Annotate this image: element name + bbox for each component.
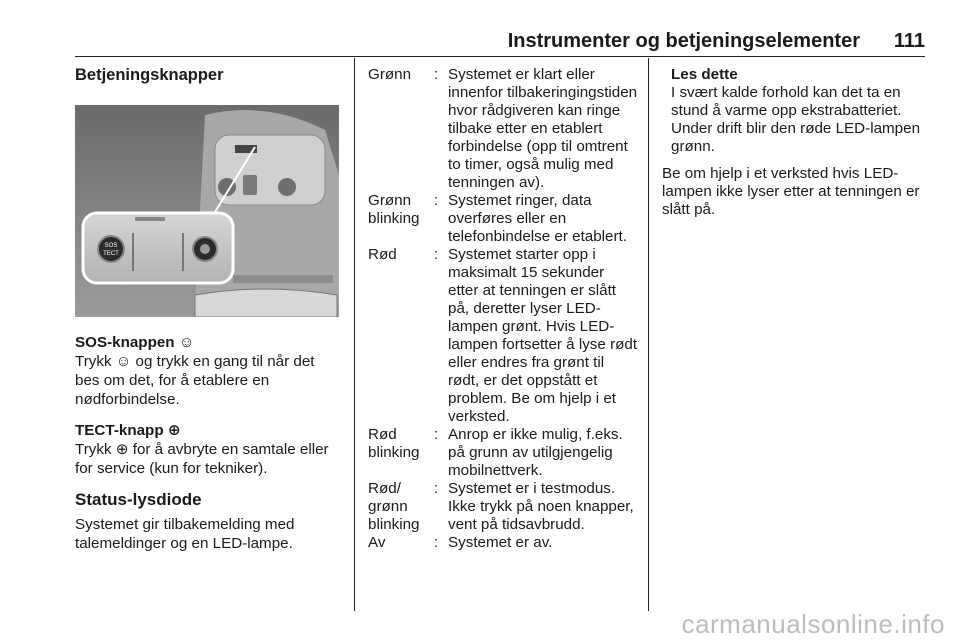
status-row: Rød : Systemet starter opp i maksimalt 15 sekunder etter at tenningen er slått på, deretter lyser LED-lampen grønt. Hvis LED-lampen fortsetter å lyse rødt eller endres fra grønt til rødt, er det oppstått et problem. Be om hjelp i et verksted.	[368, 246, 638, 425]
status-desc: Systemet er i testmodus. Ikke trykk på noen knapper, vent på tidsavbrudd.	[448, 480, 634, 533]
status-row: Av : Systemet er av.	[368, 534, 638, 552]
tect-title: TECT-knapp	[75, 422, 164, 439]
column-divider-2	[648, 58, 649, 611]
column-right	[662, 66, 925, 219]
status-row: Rød blinking : Anrop er ikke mulig, f.eks. på grunn av utilgjengelig mobilnettverk.	[368, 426, 638, 480]
sos-block: SOS-knappen ☺ Trykk ☺ og trykk en gang til når det bes om det, for å etablere en nødforbindelse.	[75, 334, 315, 408]
watermark: carmanualsonline.info	[681, 609, 945, 639]
status-desc: Systemet starter opp i maksimalt 15 sekunder etter at tenningen er slått på, deretter lyser LED-lampen grønt. Hvis LED-lampen fortsetter å lyse rødt eller endres fra grønt til rødt, er det oppstått et problem. Be om hjelp i et verksted.	[448, 246, 638, 425]
status-term: Rød/ grønn blinking	[368, 480, 420, 533]
status-block	[75, 490, 341, 553]
sos-icon: ☺	[178, 334, 195, 351]
status-desc: Systemet er klart eller innenfor tilbakeringingstiden hvor rådgiveren kan ringe tilbake etter en etablert forbindelse (opp til omtrent to timer, også mulig med tenningen av).	[448, 66, 638, 191]
status-text: Systemet gir tilbakemelding med talemeldinger og en LED-lampe.	[75, 516, 295, 552]
note-text: I svært kalde forhold kan det ta en stund å varme opp ekstrabatteriet. Under drift blir den røde LED-lampen grønn.	[671, 84, 921, 155]
tect-icon: ⊕	[167, 422, 181, 439]
status-term: Grønn blinking	[368, 192, 420, 227]
status-row: Grønn blinking : Systemet ringer, data overføres eller en telefonbindelse er etablert.	[368, 192, 638, 246]
status-term: Rød	[368, 246, 397, 263]
column-divider-1	[354, 58, 355, 611]
sos-icon: ☺	[115, 353, 132, 370]
status-desc: Anrop er ikke mulig, f.eks. på grunn av utilgjengelig mobilnettverk.	[448, 426, 623, 479]
note-title: Les dette	[671, 66, 738, 83]
column-middle	[368, 66, 638, 552]
overhead-console-photo	[75, 105, 339, 317]
status-term: Rød blinking	[368, 426, 420, 461]
status-desc: Systemet ringer, data overføres eller en telefonbindelse er etablert.	[448, 192, 627, 245]
sos-text: og trykk en gang til når det bes om det, for å etablere en nødforbindelse.	[75, 353, 315, 408]
section-title: Betjeningsknapper	[75, 66, 224, 84]
status-row: Grønn : Systemet er klart eller innenfor tilbakeringingstiden hvor rådgiveren kan ringe tilbake etter en etablert forbindelse (opp til omtrent to timer, også mulig med tenningen av).	[368, 66, 638, 191]
status-title: Status-lysdiode	[75, 490, 202, 509]
tect-label: TECT	[103, 251, 119, 257]
status-term: Av	[368, 534, 386, 551]
status-row: Rød/ grønn blinking : Systemet er i testmodus. Ikke trykk på noen knapper, vent på tidsavbrudd.	[368, 480, 638, 534]
tect-text: for å avbryte en samtale eller for service (kun for tekniker).	[75, 441, 329, 477]
status-desc: Systemet er av.	[448, 534, 553, 551]
sos-label: SOS	[104, 243, 118, 249]
tect-icon: ⊕	[115, 441, 129, 458]
column-left	[75, 66, 341, 553]
tect-block: TECT-knapp ⊕ Trykk ⊕ for å avbryte en samtale eller for service (kun for tekniker).	[75, 422, 329, 477]
header-divider	[75, 56, 925, 57]
page-title: Instrumenter og betjeningselementer	[507, 30, 860, 52]
page-number: 111	[893, 30, 925, 52]
sos-title: SOS-knappen	[75, 334, 175, 351]
page-header	[75, 30, 925, 56]
workshop-paragraph: Be om hjelp i et verksted hvis LED-lampen ikke lyser etter at tenningen er slått på.	[662, 165, 920, 218]
status-term: Grønn	[368, 66, 412, 83]
